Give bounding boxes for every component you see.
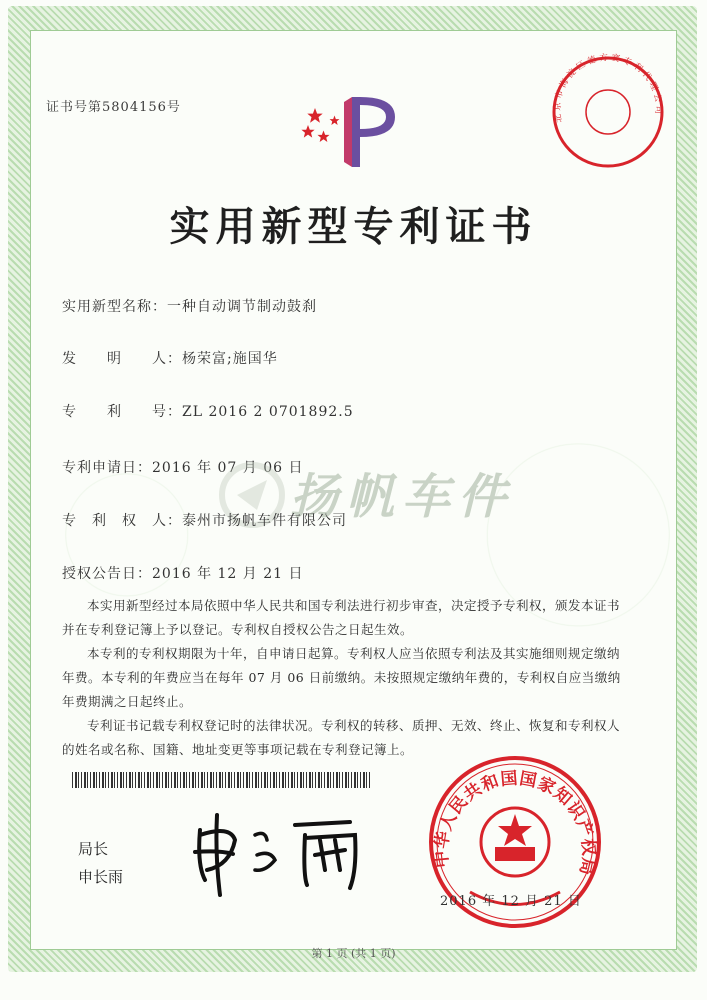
patent-number-row [62, 401, 354, 421]
filing-date-label: 专利申请日： [62, 460, 152, 476]
patent-number-value: ZL 2016 2 0701892.5 [182, 404, 354, 420]
patentee-row [62, 510, 347, 530]
inventor-row [62, 348, 278, 368]
utility-name-value: 一种自动调节制动鼓刹 [167, 299, 317, 315]
utility-name-row [62, 296, 317, 316]
barcode [72, 772, 372, 788]
grant-date-value: 2016 年 12 月 21 日 [152, 566, 304, 582]
svg-text:北京市海淀区德方赛专利代理公司 [552, 52, 663, 124]
agency-seal [548, 52, 668, 172]
page-title: 实用新型专利证书 [169, 203, 538, 250]
director-signature [185, 810, 375, 900]
inventor-value: 杨荣富;施国华 [182, 351, 278, 367]
agency-seal-text: 北京市海淀区德方赛专利代理公司 [552, 53, 664, 124]
filing-date-value: 2016 年 07 月 06 日 [152, 460, 304, 476]
watermark-text: 扬帆车件 [290, 469, 515, 525]
page-footer: 第 1 页 (共 1 页) [311, 947, 396, 960]
grant-date-row [62, 563, 304, 583]
statement-paragraph-2: 本专利的专利权期限为十年，自申请日起算。专利权人应当依照专利法及其实施细则规定缴纳年费。本专利的年费应当在每年 07 月 06 日前缴纳。未按照规定缴纳年费的，专利权自应当缴纳年费期满之日起终止。 [62, 646, 621, 709]
statement-paragraph-1: 本实用新型经过本局依照中华人民共和国专利法进行初步审查，决定授予专利权，颁发本证书并在专利登记簿上予以登记。专利权自授权公告之日起生效。 [62, 598, 621, 637]
grant-date-label: 授权公告日： [62, 566, 152, 582]
director-title: 局长 [78, 840, 109, 858]
statement-paragraph-3: 专利证书记载专利权登记时的法律状况。专利权的转移、质押、无效、终止、恢复和专利权人的姓名或名称、国籍、地址变更等事项记载在专利登记簿上。 [62, 718, 621, 757]
official-seal-text: 中华人民共和国国家知识产权局 [431, 768, 599, 877]
patent-office-logo [300, 92, 410, 172]
seal-date: 2016 年 12 月 21 日 [440, 894, 582, 909]
inventor-label: 发 明 人： [62, 351, 182, 367]
patentee-label: 专 利 权 人： [62, 513, 182, 529]
director-name: 申长雨 [78, 868, 124, 886]
certificate-number: 证书号第5804156号 [46, 100, 181, 115]
patentee-value: 泰州市扬帆车件有限公司 [182, 513, 347, 529]
utility-name-label: 实用新型名称： [62, 299, 167, 315]
patent-number-label: 专 利 号： [62, 404, 182, 420]
